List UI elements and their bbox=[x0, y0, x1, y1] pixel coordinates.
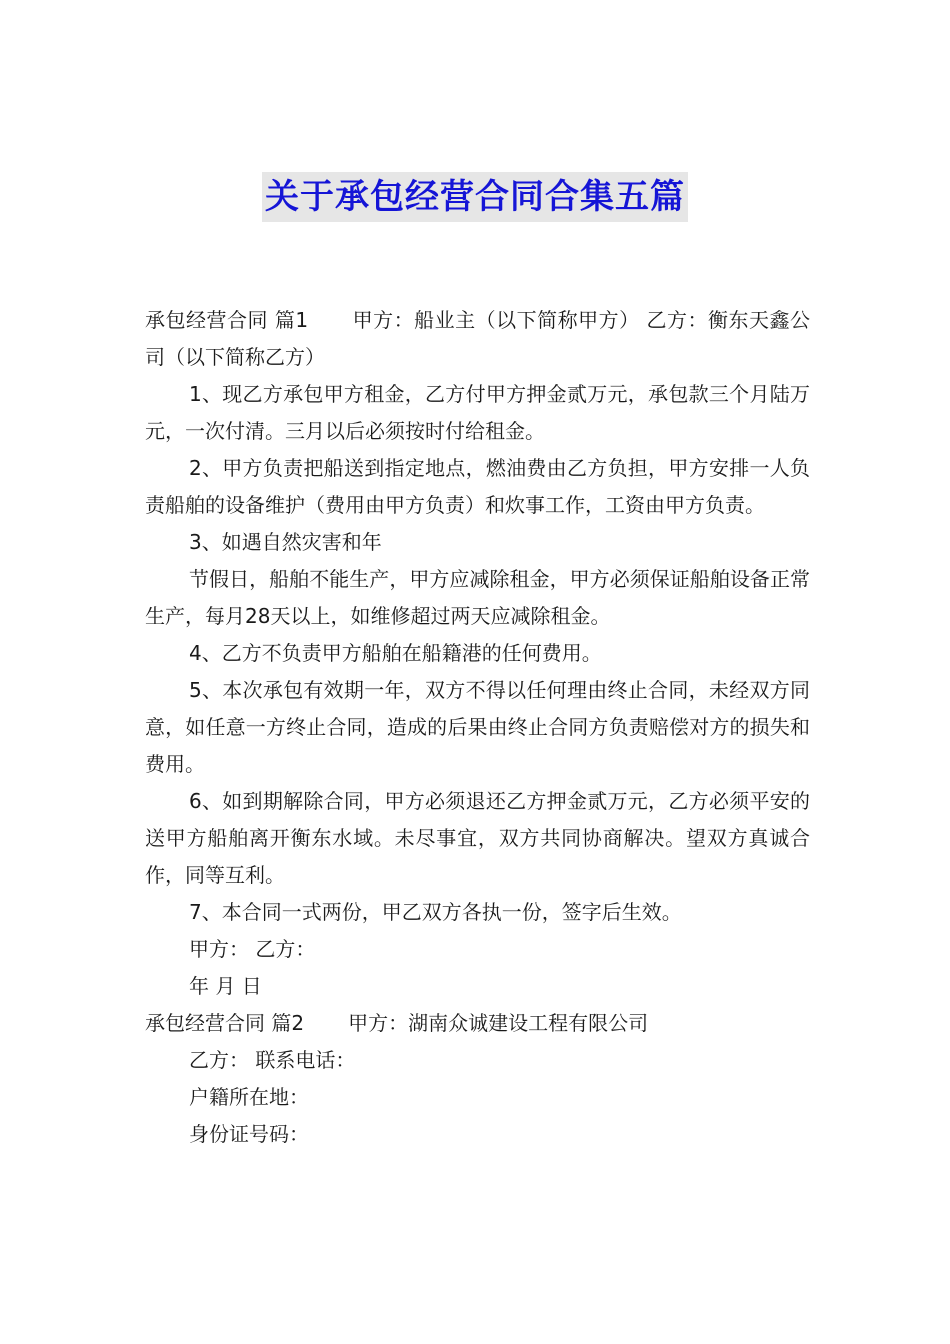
contract2-party-a: 甲方：湖南众诚建设工程有限公司 bbox=[348, 1011, 649, 1035]
contract1-clause-3-cont: 节假日，船舶不能生产，甲方应减除租金，甲方必须保证船舶设备正常生产，每月28天以上，如维修超过两天应减除租金。 bbox=[145, 567, 810, 628]
document-body bbox=[145, 302, 810, 1153]
contract1-heading: 承包经营合同 篇1 bbox=[145, 308, 309, 332]
contract1-clause-4: 4、乙方不负责甲方船舶在船籍港的任何费用。 bbox=[189, 641, 602, 665]
contract1-clause-1: 1、现乙方承包甲方租金，乙方付甲方押金贰万元，承包款三个月陆万元，一次付清。三月以后必须按时付给租金。 bbox=[145, 382, 810, 443]
contract1-clause-5: 5、本次承包有效期一年，双方不得以任何理由终止合同，未经双方同意，如任意一方终止合同，造成的后果由终止合同方负责赔偿对方的损失和费用。 bbox=[145, 678, 810, 776]
contract2-heading: 承包经营合同 篇2 bbox=[145, 1011, 305, 1035]
contract1-signature: 甲方： 乙方： bbox=[189, 937, 316, 961]
title-container bbox=[0, 172, 950, 222]
contract2-id-line: 身份证号码： bbox=[189, 1122, 309, 1146]
document-title: 关于承包经营合同合集五篇 bbox=[262, 172, 688, 222]
contract1-clause-6: 6、如到期解除合同，甲方必须退还乙方押金贰万元，乙方必须平安的送甲方船舶离开衡东水域。未尽事宜，双方共同协商解决。望双方真诚合作，同等互利。 bbox=[145, 789, 810, 887]
contract1-clause-7: 7、本合同一式两份，甲乙双方各执一份，签字后生效。 bbox=[189, 900, 682, 924]
contract2-party-b-line: 乙方： 联系电话： bbox=[189, 1048, 356, 1072]
contract1-clause-3: 3、如遇自然灾害和年 bbox=[189, 530, 382, 554]
contract1-clause-2: 2、甲方负责把船送到指定地点，燃油费由乙方负担，甲方安排一人负责船舶的设备维护（费用由甲方负责）和炊事工作，工资由甲方负责。 bbox=[145, 456, 810, 517]
contract1-intro bbox=[145, 302, 810, 376]
contract1-date: 年 月 日 bbox=[189, 974, 262, 998]
contract1-parties: 甲方：船业主（以下简称甲方） 乙方：衡东天鑫公司（以下简称乙方） bbox=[145, 308, 811, 369]
contract2-domicile-line: 户籍所在地： bbox=[189, 1085, 309, 1109]
contract2-intro bbox=[145, 1005, 810, 1042]
